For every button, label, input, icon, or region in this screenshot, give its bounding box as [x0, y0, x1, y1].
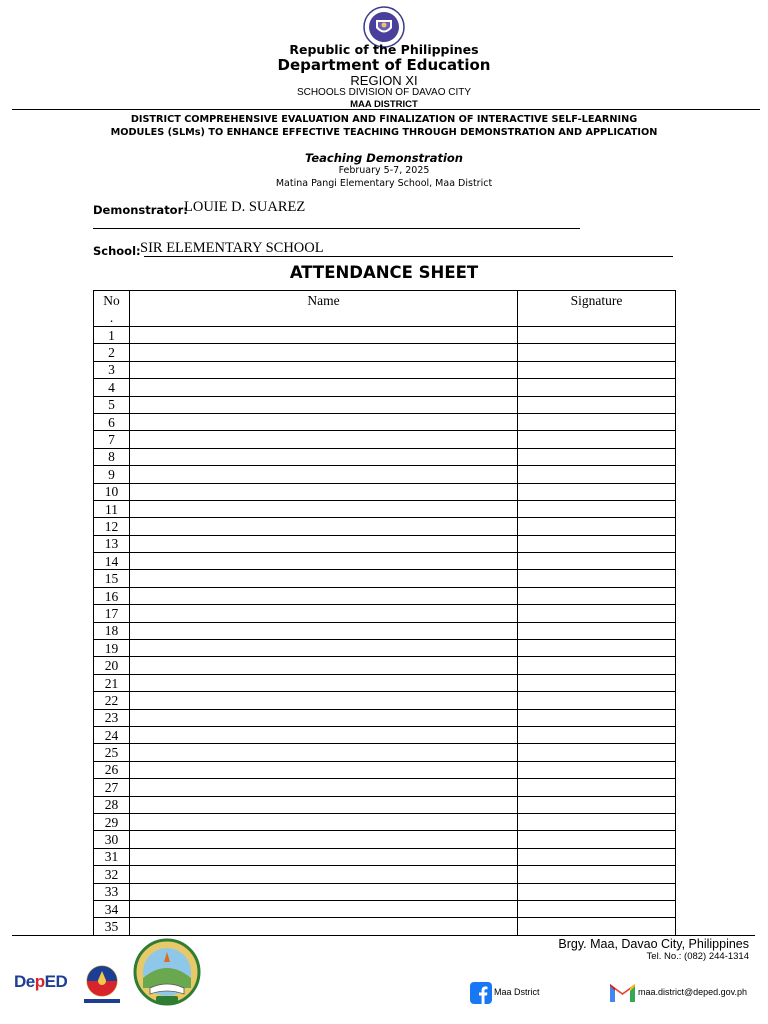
column-header-signature: Signature — [518, 291, 676, 327]
signature-cell[interactable] — [518, 587, 676, 604]
footer-divider — [12, 935, 755, 936]
row-number: 2 — [94, 344, 130, 361]
name-cell[interactable] — [130, 500, 518, 517]
signature-cell[interactable] — [518, 518, 676, 535]
row-number: 3 — [94, 361, 130, 378]
signature-cell[interactable] — [518, 779, 676, 796]
row-number: 13 — [94, 535, 130, 552]
name-cell[interactable] — [130, 883, 518, 900]
name-cell[interactable] — [130, 674, 518, 691]
name-cell[interactable] — [130, 918, 518, 935]
table-row — [94, 726, 676, 743]
table-row — [94, 831, 676, 848]
name-cell[interactable] — [130, 431, 518, 448]
deped-logo-icon: DepED — [14, 972, 68, 991]
event-date: February 5-7, 2025 — [338, 165, 430, 176]
event-subtitle: Teaching Demonstration — [304, 151, 463, 165]
row-number: 9 — [94, 466, 130, 483]
table-row — [94, 431, 676, 448]
row-number: 10 — [94, 483, 130, 500]
signature-cell[interactable] — [518, 726, 676, 743]
name-cell[interactable] — [130, 640, 518, 657]
signature-cell[interactable] — [518, 640, 676, 657]
signature-cell[interactable] — [518, 848, 676, 865]
signature-cell[interactable] — [518, 900, 676, 917]
row-number: 29 — [94, 813, 130, 830]
name-cell[interactable] — [130, 622, 518, 639]
signature-cell[interactable] — [518, 657, 676, 674]
footer-address: Brgy. Maa, Davao City, Philippines — [558, 937, 749, 951]
table-row — [94, 709, 676, 726]
signature-cell[interactable] — [518, 500, 676, 517]
name-cell[interactable] — [130, 483, 518, 500]
table-row — [94, 379, 676, 396]
row-number: 19 — [94, 640, 130, 657]
table-row — [94, 413, 676, 430]
signature-cell[interactable] — [518, 327, 676, 344]
name-cell[interactable] — [130, 344, 518, 361]
signature-cell[interactable] — [518, 709, 676, 726]
row-number: 22 — [94, 692, 130, 709]
district-heading: MAA DISTRICT — [350, 99, 418, 110]
signature-cell[interactable] — [518, 483, 676, 500]
facebook-icon[interactable] — [470, 982, 492, 1004]
name-cell[interactable] — [130, 831, 518, 848]
table-row — [94, 553, 676, 570]
attendance-rows — [94, 327, 676, 936]
sheet-title: ATTENDANCE SHEET — [289, 263, 479, 282]
row-number: 35 — [94, 918, 130, 935]
row-number: 27 — [94, 779, 130, 796]
row-number: 17 — [94, 605, 130, 622]
republic-heading: Republic of the Philippines — [289, 42, 479, 57]
table-row — [94, 344, 676, 361]
signature-cell[interactable] — [518, 622, 676, 639]
table-row — [94, 483, 676, 500]
table-row — [94, 518, 676, 535]
row-number: 23 — [94, 709, 130, 726]
row-number: 12 — [94, 518, 130, 535]
district-logo-icon — [128, 938, 206, 1006]
row-number: 21 — [94, 674, 130, 691]
demonstrator-underline — [93, 228, 580, 229]
signature-cell[interactable] — [518, 692, 676, 709]
name-cell[interactable] — [130, 396, 518, 413]
row-number: 32 — [94, 866, 130, 883]
signature-cell[interactable] — [518, 761, 676, 778]
region-heading: REGION XI — [350, 73, 418, 88]
name-cell[interactable] — [130, 900, 518, 917]
division-heading: SCHOOLS DIVISION OF DAVAO CITY — [296, 87, 472, 98]
table-row — [94, 657, 676, 674]
email-link[interactable]: maa.district@deped.gov.ph — [638, 987, 748, 997]
table-row — [94, 848, 676, 865]
name-cell[interactable] — [130, 726, 518, 743]
name-cell[interactable] — [130, 448, 518, 465]
name-cell[interactable] — [130, 657, 518, 674]
row-number: 8 — [94, 448, 130, 465]
row-number: 6 — [94, 413, 130, 430]
row-number: 11 — [94, 500, 130, 517]
table-row — [94, 692, 676, 709]
table-row — [94, 466, 676, 483]
name-cell[interactable] — [130, 605, 518, 622]
signature-cell[interactable] — [518, 866, 676, 883]
name-cell[interactable] — [130, 379, 518, 396]
name-cell[interactable] — [130, 587, 518, 604]
attendance-table — [93, 290, 676, 936]
school-label: School: — [93, 244, 141, 258]
table-row — [94, 640, 676, 657]
name-cell[interactable] — [130, 866, 518, 883]
name-cell[interactable] — [130, 327, 518, 344]
column-header-name: Name — [130, 291, 518, 327]
row-number: 4 — [94, 379, 130, 396]
signature-cell[interactable] — [518, 918, 676, 935]
signature-cell[interactable] — [518, 744, 676, 761]
table-row — [94, 674, 676, 691]
signature-cell[interactable] — [518, 813, 676, 830]
name-cell[interactable] — [130, 570, 518, 587]
table-row — [94, 796, 676, 813]
table-row — [94, 883, 676, 900]
name-cell[interactable] — [130, 709, 518, 726]
row-number: 16 — [94, 587, 130, 604]
row-number: 31 — [94, 848, 130, 865]
table-row — [94, 587, 676, 604]
name-cell[interactable] — [130, 361, 518, 378]
row-number: 1 — [94, 327, 130, 344]
footer-tel: Tel. No.: (082) 244-1314 — [646, 951, 749, 962]
school-value: SIR ELEMENTARY SCHOOL — [140, 240, 324, 256]
row-number: 20 — [94, 657, 130, 674]
demonstrator-label: Demonstrator: — [93, 203, 188, 217]
name-cell[interactable] — [130, 848, 518, 865]
signature-cell[interactable] — [518, 674, 676, 691]
event-title: DISTRICT COMPREHENSIVE EVALUATION AND FINALIZATION OF INTERACTIVE SELF-LEARNING MODULES (SLMs) TO ENHANCE EFFECTIVE TEACHING THROUGH DEMONSTRATION AND APPLICATION — [110, 114, 658, 138]
table-row — [94, 622, 676, 639]
row-number: 33 — [94, 883, 130, 900]
signature-cell[interactable] — [518, 570, 676, 587]
bagong-pilipinas-icon — [80, 963, 124, 1005]
school-underline — [144, 256, 673, 257]
row-number: 14 — [94, 553, 130, 570]
signature-cell[interactable] — [518, 535, 676, 552]
signature-cell[interactable] — [518, 396, 676, 413]
signature-cell[interactable] — [518, 605, 676, 622]
name-cell[interactable] — [130, 518, 518, 535]
signature-cell[interactable] — [518, 831, 676, 848]
name-cell[interactable] — [130, 535, 518, 552]
signature-cell[interactable] — [518, 431, 676, 448]
row-number: 26 — [94, 761, 130, 778]
table-row — [94, 761, 676, 778]
table-row — [94, 918, 676, 935]
demonstrator-value: LOUIE D. SUAREZ — [184, 199, 306, 215]
name-cell[interactable] — [130, 744, 518, 761]
row-number: 24 — [94, 726, 130, 743]
signature-cell[interactable] — [518, 883, 676, 900]
row-number: 7 — [94, 431, 130, 448]
department-heading: Department of Education — [277, 56, 491, 74]
signature-cell[interactable] — [518, 413, 676, 430]
facebook-link[interactable]: Maa Dstrict — [494, 987, 540, 997]
name-cell[interactable] — [130, 413, 518, 430]
table-row — [94, 570, 676, 587]
table-row — [94, 605, 676, 622]
table-row — [94, 813, 676, 830]
row-number: 28 — [94, 796, 130, 813]
row-number: 15 — [94, 570, 130, 587]
name-cell[interactable] — [130, 692, 518, 709]
table-row — [94, 535, 676, 552]
name-cell[interactable] — [130, 466, 518, 483]
table-row — [94, 744, 676, 761]
name-cell[interactable] — [130, 813, 518, 830]
signature-cell[interactable] — [518, 361, 676, 378]
table-row — [94, 900, 676, 917]
name-cell[interactable] — [130, 796, 518, 813]
row-number: 30 — [94, 831, 130, 848]
table-row — [94, 866, 676, 883]
row-number: 25 — [94, 744, 130, 761]
header-divider — [12, 109, 760, 110]
table-header-row — [94, 291, 676, 327]
event-venue: Matina Pangi Elementary School, Maa District — [275, 178, 493, 189]
signature-cell[interactable] — [518, 448, 676, 465]
signature-cell[interactable] — [518, 796, 676, 813]
gmail-icon[interactable] — [609, 983, 636, 1003]
signature-cell[interactable] — [518, 466, 676, 483]
name-cell[interactable] — [130, 779, 518, 796]
table-row — [94, 396, 676, 413]
name-cell[interactable] — [130, 761, 518, 778]
row-number: 34 — [94, 900, 130, 917]
table-row — [94, 448, 676, 465]
column-header-no: No . — [94, 291, 130, 327]
table-row — [94, 779, 676, 796]
table-row — [94, 361, 676, 378]
row-number: 18 — [94, 622, 130, 639]
signature-cell[interactable] — [518, 344, 676, 361]
table-row — [94, 327, 676, 344]
name-cell[interactable] — [130, 553, 518, 570]
row-number: 5 — [94, 396, 130, 413]
table-row — [94, 500, 676, 517]
signature-cell[interactable] — [518, 379, 676, 396]
signature-cell[interactable] — [518, 553, 676, 570]
